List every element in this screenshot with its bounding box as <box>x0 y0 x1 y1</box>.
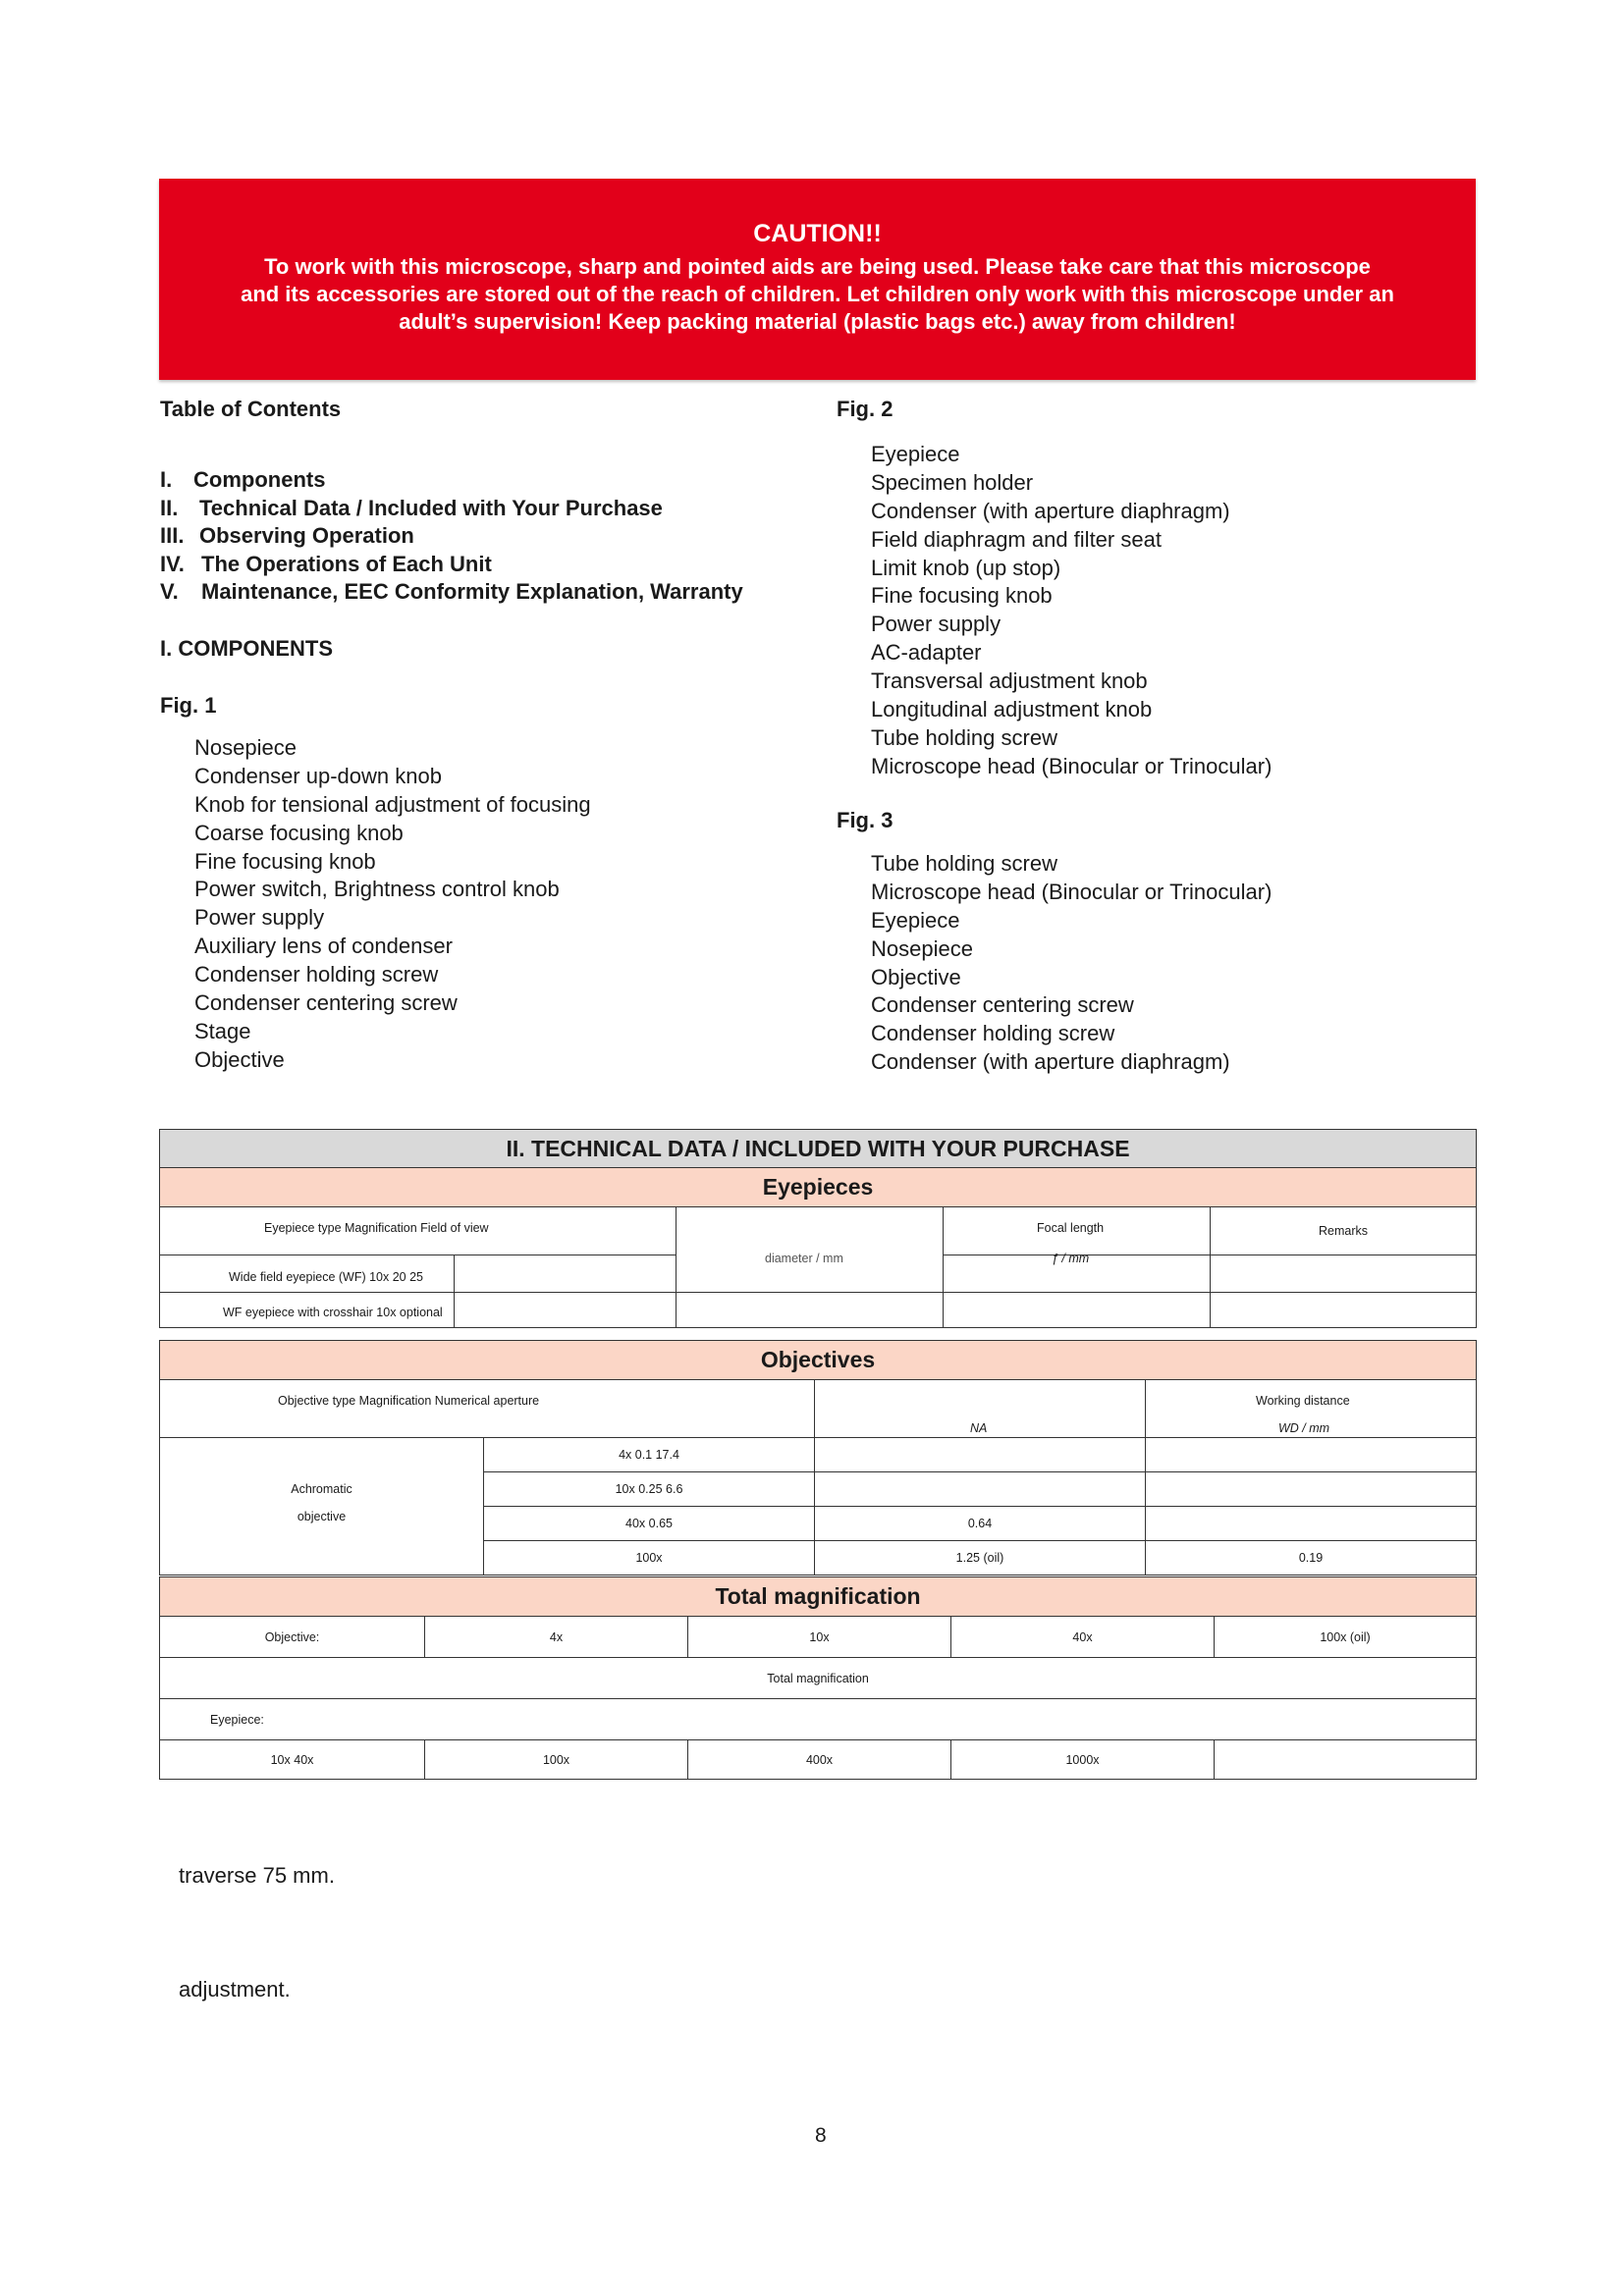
objective-type-header: Objective type Magnification Numerical aperture <box>160 1380 815 1438</box>
fig1-list <box>194 734 591 1075</box>
caution-title: CAUTION!! <box>753 220 882 247</box>
empty-cell <box>677 1293 944 1328</box>
focal-unit: ƒ / mm <box>944 1255 1211 1293</box>
toc-list <box>160 466 743 607</box>
total-magnification-title: Total magnification <box>160 1577 1477 1617</box>
na-header: NA <box>815 1380 1146 1438</box>
fig3-item: Tube holding screw <box>871 851 1057 876</box>
objective-wd <box>1146 1472 1477 1507</box>
wd-header: Working distance WD / mm <box>1146 1380 1477 1438</box>
fig2-list <box>871 441 1272 781</box>
fig1-item: Objective <box>194 1046 285 1072</box>
fig1-title: Fig. 1 <box>160 693 217 718</box>
empty-cell <box>455 1255 677 1293</box>
fig2-item: Power supply <box>871 612 1001 637</box>
caution-text <box>189 253 1446 336</box>
fig1-item: Condenser centering screw <box>194 990 458 1016</box>
fig2-title: Fig. 2 <box>837 397 893 421</box>
fig3-item: Eyepiece <box>871 907 960 933</box>
fig2-item: Transversal adjustment knob <box>871 668 1148 694</box>
fig1-item: Coarse focusing knob <box>194 820 404 845</box>
components-heading: I. COMPONENTS <box>160 636 334 661</box>
objective-value: 100x (oil) <box>1215 1617 1477 1658</box>
caution-line: adult’s supervision! Keep packing material (plastic bags etc.) away from children! <box>399 309 1236 334</box>
fig2-item: AC-adapter <box>871 640 982 666</box>
fig2-item: Eyepiece <box>871 442 960 466</box>
eyepieces-title: Eyepieces <box>160 1168 1477 1207</box>
traverse-text: traverse 75 mm. <box>179 1863 335 1888</box>
toc-title: Table of Contents <box>160 397 342 421</box>
toc-item[interactable]: III. Observing Operation <box>160 523 414 548</box>
caution-banner <box>159 179 1476 380</box>
eyepiece-row-2: WF eyepiece with crosshair 10x optional <box>160 1293 455 1328</box>
objective-mag: 10x 0.25 6.6 <box>484 1472 815 1507</box>
fig1-item: Power switch, Brightness control knob <box>194 877 560 902</box>
objective-mag: 100x <box>484 1541 815 1575</box>
remarks-header: Remarks <box>1211 1207 1477 1255</box>
toc-item[interactable]: II. Technical Data / Included with Your Purchase <box>160 495 663 520</box>
objective-value: 40x <box>951 1617 1215 1658</box>
empty-cell <box>1211 1255 1477 1293</box>
fig3-item: Objective <box>871 964 961 989</box>
objective-type-cell: Achromatic objective <box>160 1438 484 1575</box>
fig3-list <box>871 850 1272 1077</box>
fig1-item: Auxiliary lens of condenser <box>194 934 453 959</box>
fig3-title: Fig. 3 <box>837 808 893 832</box>
objective-label: Objective: <box>160 1617 425 1658</box>
fig3-item: Condenser (with aperture diaphragm) <box>871 1049 1230 1075</box>
objective-na <box>815 1438 1146 1472</box>
focal-length-header: Focal length <box>944 1207 1211 1255</box>
objective-wd <box>1146 1438 1477 1472</box>
eyepiece-label: Eyepiece: <box>210 1712 264 1727</box>
toc-item[interactable]: IV. The Operations of Each Unit <box>160 551 492 576</box>
tech-data-title: II. TECHNICAL DATA / INCLUDED WITH YOUR PURCHASE <box>160 1130 1477 1168</box>
objective-wd <box>1146 1507 1477 1541</box>
fig2-item: Specimen holder <box>871 469 1034 495</box>
empty-cell <box>1211 1293 1477 1328</box>
objectives-table <box>159 1340 1477 1575</box>
total-value <box>1215 1740 1477 1780</box>
objective-value: 10x <box>688 1617 951 1658</box>
empty-cell <box>455 1293 677 1328</box>
total-magnification-label: Total magnification <box>160 1658 1477 1699</box>
fig1-item: Knob for tensional adjustment of focusing <box>194 791 591 817</box>
adjustment-text: adjustment. <box>179 1977 291 2002</box>
objective-na <box>815 1472 1146 1507</box>
toc-item[interactable]: I. Components <box>160 467 326 492</box>
eyepiece-type-header: Eyepiece type Magnification Field of view <box>160 1207 677 1255</box>
eyepiece-row-1: Wide field eyepiece (WF) 10x 20 25 <box>160 1255 455 1293</box>
empty-cell <box>944 1293 1211 1328</box>
objective-value: 4x <box>425 1617 688 1658</box>
objective-mag: 40x 0.65 <box>484 1507 815 1541</box>
eyepiece-label-row <box>160 1699 1477 1740</box>
diameter-header: diameter / mm <box>677 1207 944 1293</box>
objective-na: 1.25 (oil) <box>815 1541 1146 1575</box>
objective-na: 0.64 <box>815 1507 1146 1541</box>
objectives-title: Objectives <box>160 1341 1477 1380</box>
fig2-item: Tube holding screw <box>871 724 1057 750</box>
fig2-item: Microscope head (Binocular or Trinocular) <box>871 753 1272 778</box>
fig3-item: Condenser centering screw <box>871 992 1134 1018</box>
fig2-item: Condenser (with aperture diaphragm) <box>871 498 1230 523</box>
fig2-item: Longitudinal adjustment knob <box>871 697 1153 722</box>
total-value: 1000x <box>951 1740 1215 1780</box>
fig1-item: Condenser up-down knob <box>194 763 442 788</box>
caution-line: To work with this microscope, sharp and pointed aids are being used. Please take care that this microscope <box>264 254 1371 279</box>
objective-mag: 4x 0.1 17.4 <box>484 1438 815 1472</box>
fig3-item: Condenser holding screw <box>871 1021 1115 1046</box>
fig2-item: Fine focusing knob <box>871 583 1053 609</box>
fig1-item: Condenser holding screw <box>194 962 439 988</box>
fig3-item: Nosepiece <box>871 935 973 961</box>
fig1-item: Fine focusing knob <box>194 848 376 874</box>
fig2-item: Limit knob (up stop) <box>871 555 1061 580</box>
total-value: 10x 40x <box>160 1740 425 1780</box>
fig3-item: Microscope head (Binocular or Trinocular) <box>871 879 1272 904</box>
eyepieces-table <box>159 1129 1477 1328</box>
objective-wd: 0.19 <box>1146 1541 1477 1575</box>
fig1-item: Power supply <box>194 905 325 931</box>
fig1-item: Nosepiece <box>194 735 297 760</box>
page-number: 8 <box>815 2124 827 2147</box>
fig1-item: Stage <box>194 1018 251 1043</box>
total-magnification-table <box>159 1576 1477 1780</box>
toc-item[interactable]: V. Maintenance, EEC Conformity Explanation, Warranty <box>160 579 743 604</box>
caution-line: and its accessories are stored out of the reach of children. Let children only work with this microscope under an <box>241 282 1394 306</box>
total-value: 100x <box>425 1740 688 1780</box>
total-value: 400x <box>688 1740 951 1780</box>
fig2-item: Field diaphragm and filter seat <box>871 526 1162 552</box>
